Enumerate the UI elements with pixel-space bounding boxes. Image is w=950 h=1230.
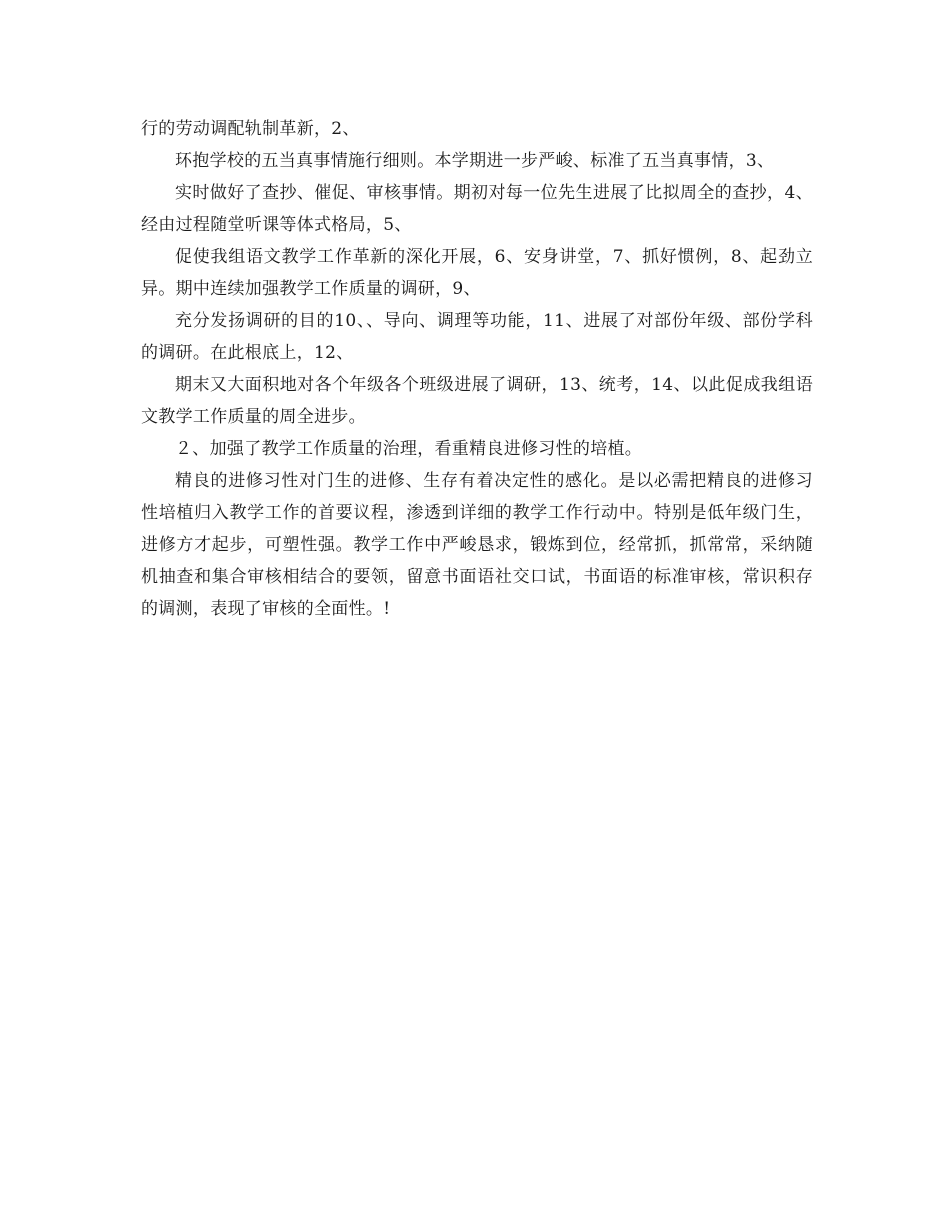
- paragraph-3: 实时做好了查抄、催促、审核事情。期初对每一位先生进展了比拟周全的查抄，4、经由过程随堂听课等体式格局，5、: [141, 183, 813, 235]
- paragraph-5: 充分发扬调研的目的10、、导向、调理等功能，11、进展了对部份年级、部份学科的调研。在此根底上，12、: [141, 311, 813, 363]
- paragraph-2: 环抱学校的五当真事情施行细则。本学期进一步严峻、标准了五当真事情，3、: [175, 151, 775, 171]
- section-heading: ２、加强了教学工作质量的治理，看重精良进修习性的培植。: [175, 439, 643, 459]
- paragraph-8: 精良的进修习性对门生的进修、生存有着决定性的感化。是以必需把精良的进修习性培植归入教学工作的首要议程，渗透到详细的教学工作行动中。特别是低年级门生，进修方才起步，可塑性强。教学工作中严峻恳求，锻炼到位，经常抓，抓常常，采纳随机抽查和集合审核相结合的要领，留意书面语社交口试，书面语的标准审核，常识积存的调测，表现了审核的全面性。!: [141, 471, 813, 619]
- paragraph-1: 行的劳动调配轨制革新，2、: [141, 119, 360, 139]
- paragraph-6: 期末又大面积地对各个年级各个班级进展了调研，13、统考，14、以此促成我组语文教学工作质量的周全进步。: [141, 375, 813, 427]
- paragraph-4: 促使我组语文教学工作革新的深化开展，6、安身讲堂，7、抓好惯例，8、起劲立异。期中连续加强教学工作质量的调研，9、: [141, 247, 813, 299]
- document-body: [141, 113, 813, 625]
